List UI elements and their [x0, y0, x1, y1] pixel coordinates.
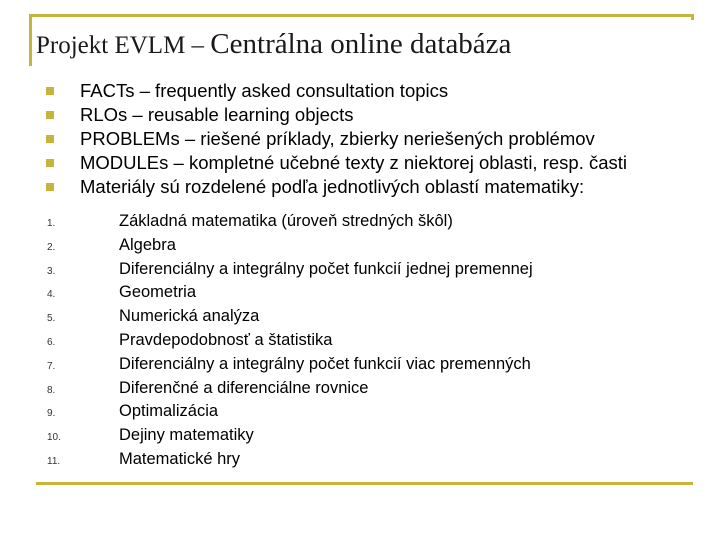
- item-number: 11.: [47, 455, 61, 467]
- item-number: 1.: [47, 218, 56, 229]
- item-text: Pravdepodobnosť a štatistika: [119, 330, 333, 349]
- item-number: 4.: [47, 289, 56, 301]
- title-main: Centrálna online databáza: [210, 28, 512, 60]
- bullet-text: RLOs – reusable learning objects: [80, 104, 354, 125]
- item-text: Geometria: [119, 283, 197, 302]
- frame-left-line: [29, 14, 32, 66]
- frame-bottom-line: [36, 482, 693, 485]
- item-number: 9.: [47, 408, 56, 420]
- bullet-marker-icon: [46, 135, 54, 143]
- item-number: 2.: [47, 241, 56, 253]
- bullet-marker-icon: [46, 111, 54, 119]
- item-text: Základná matematika (úroveň stredných škôl): [119, 212, 453, 230]
- title-prefix: Projekt EVLM –: [36, 32, 211, 59]
- bullet-text: MODULEs – kompletné učebné texty z niektorej oblasti, resp. časti: [80, 152, 628, 173]
- item-text: Diferenciálny a integrálny počet funkcií viac premenných: [119, 354, 531, 373]
- item-number: 8.: [47, 384, 56, 396]
- bullet-text: FACTs – frequently asked consultation topics: [80, 80, 449, 101]
- item-number: 5.: [47, 313, 56, 325]
- item-text: Dejiny matematiky: [119, 426, 254, 445]
- slide-title: [36, 28, 511, 61]
- item-number: 3.: [47, 265, 56, 277]
- bullet-marker-icon: [46, 159, 54, 167]
- item-number: 7.: [47, 360, 56, 372]
- item-text: Diferenciálny a integrálny počet funkcií jednej premennej: [119, 259, 533, 278]
- item-text: Algebra: [119, 235, 176, 254]
- bullet-marker-icon: [46, 183, 54, 191]
- bullet-marker-icon: [46, 87, 54, 95]
- bullet-text: Materiály sú rozdelené podľa jednotlivých oblastí matematiky:: [80, 176, 585, 197]
- item-text: Numerická analýza: [119, 307, 260, 326]
- item-text: Matematické hry: [119, 449, 241, 468]
- frame-top-right-tick: [691, 14, 694, 20]
- frame-top-line: [29, 14, 692, 17]
- item-number: 10.: [47, 432, 61, 444]
- item-text: Optimalizácia: [119, 402, 219, 421]
- bullet-text: PROBLEMs – riešené príklady, zbierky neriešených problémov: [80, 128, 595, 149]
- item-number: 6.: [47, 336, 56, 348]
- item-text: Diferenčné a diferenciálne rovnice: [119, 378, 369, 397]
